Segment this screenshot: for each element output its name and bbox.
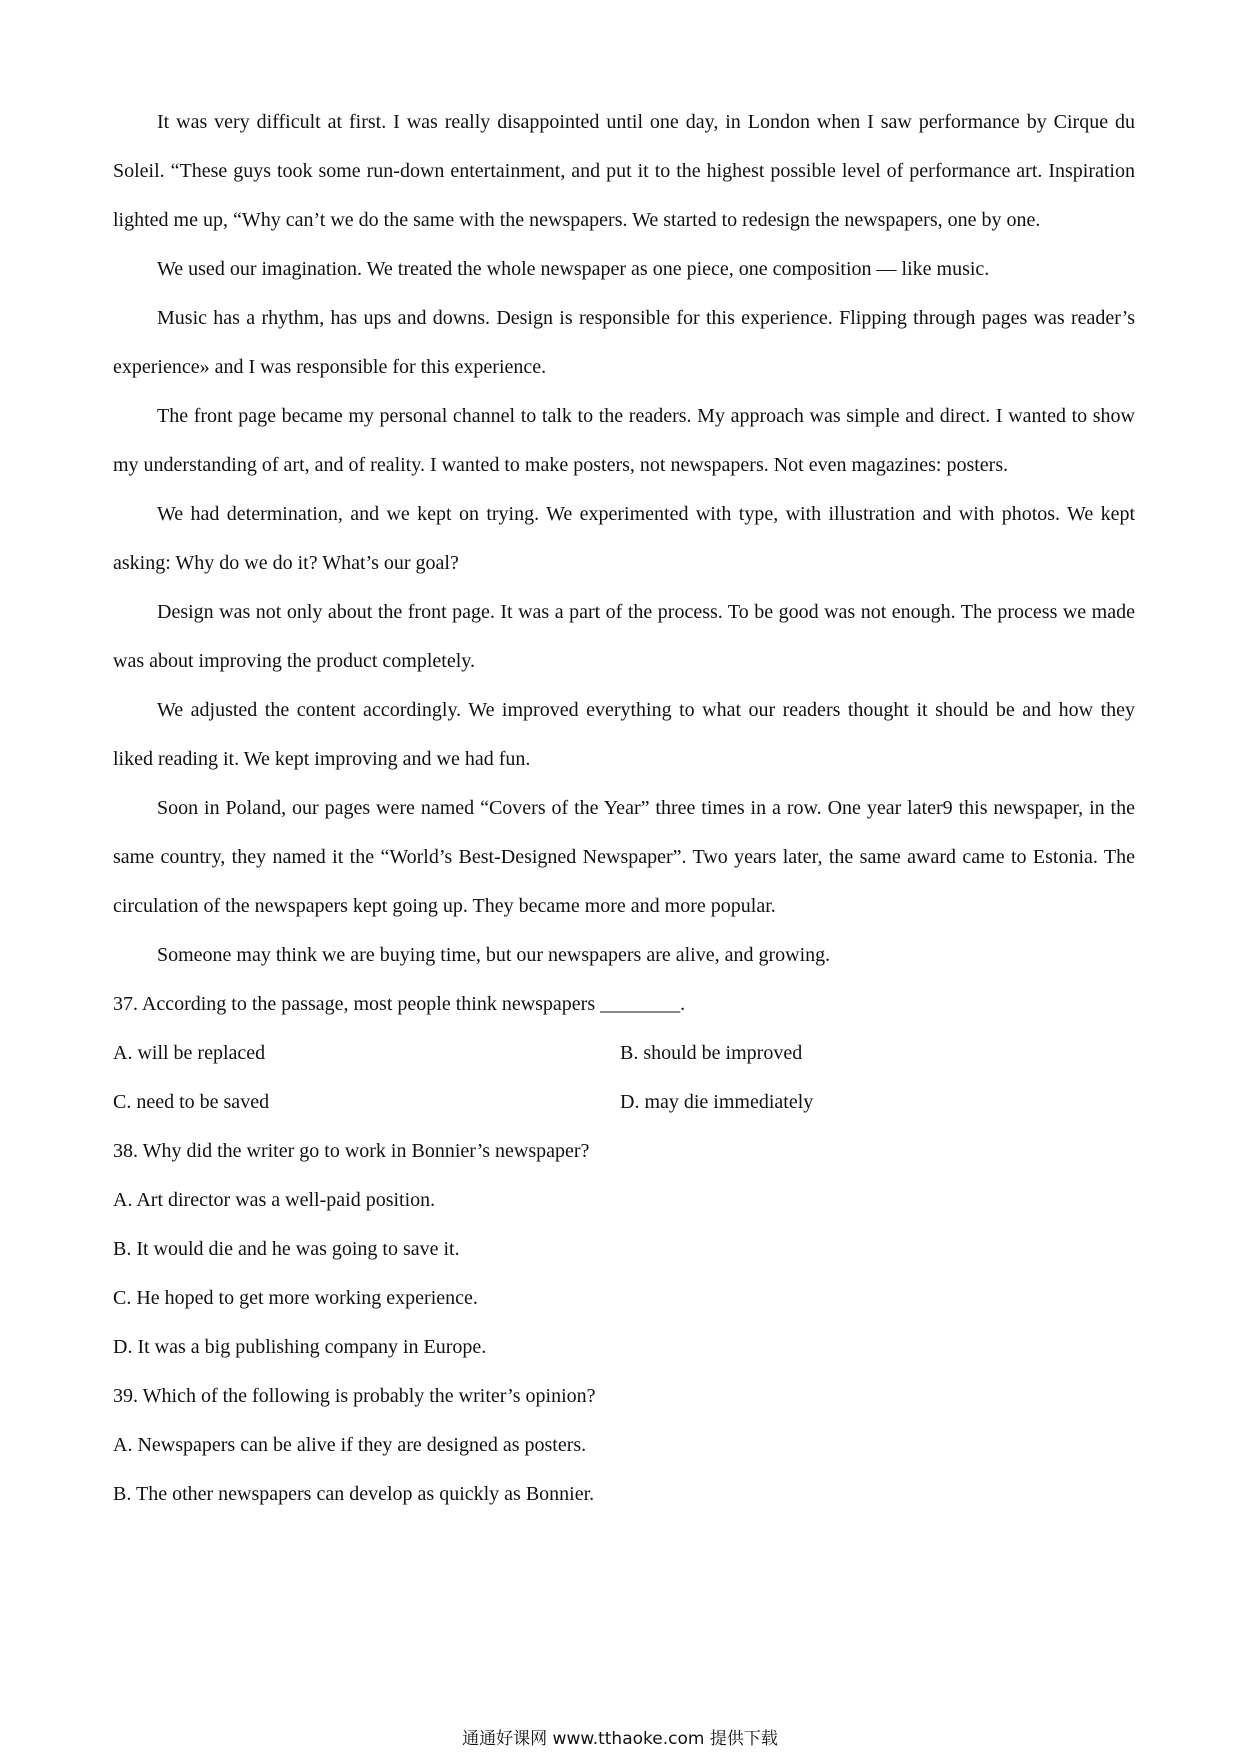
- passage-paragraph-1: It was very difficult at first. I was really disappointed until one day, in London when I saw performance by Cirque du Soleil. “These guys took some run-down entertainment, and put it to the highest possible level of performance art. Inspiration lighted me up, “Why can’t we do the same with the newspapers. We started to redesign the newspapers, one by one.: [113, 111, 1135, 231]
- question-39-option-a: A. Newspapers can be alive if they are designed as posters.: [113, 1434, 587, 1456]
- question-38-option-b: B. It would die and he was going to save it.: [113, 1238, 460, 1260]
- question-39-stem: 39. Which of the following is probably the writer’s opinion?: [113, 1385, 596, 1407]
- passage-paragraph-2: We used our imagination. We treated the whole newspaper as one piece, one composition — like music.: [157, 258, 990, 280]
- passage-paragraph-5: We had determination, and we kept on trying. We experimented with type, with illustration and with photos. We kept asking: Why do we do it? What’s our goal?: [113, 503, 1135, 574]
- question-37: [113, 980, 1135, 1127]
- question-37-option-b: B. should be improved: [620, 1042, 803, 1064]
- passage-paragraph-6: Design was not only about the front page. It was a part of the process. To be good was not enough. The process we made was about improving the product completely.: [113, 601, 1135, 672]
- question-37-option-c: C. need to be saved: [113, 1091, 270, 1113]
- question-38-option-a: A. Art director was a well-paid position.: [113, 1189, 436, 1211]
- passage-paragraph-9: Someone may think we are buying time, but our newspapers are alive, and growing.: [157, 944, 831, 966]
- passage-paragraph-4: The front page became my personal channel to talk to the readers. My approach was simple and direct. I wanted to show my understanding of art, and of reality. I wanted to make posters, not newspapers. Not even magazines: posters.: [113, 405, 1135, 476]
- question-38-option-c: C. He hoped to get more working experience.: [113, 1287, 478, 1309]
- passage-paragraph-7: We adjusted the content accordingly. We improved everything to what our readers thought it should be and how they liked reading it. We kept improving and we had fun.: [113, 699, 1135, 770]
- passage-paragraph-3: Music has a rhythm, has ups and downs. Design is responsible for this experience. Flipping through pages was reader’s experience» and I was responsible for this experience.: [113, 307, 1135, 378]
- question-37-options-row-2: [113, 1078, 1135, 1127]
- question-38-option-d: D. It was a big publishing company in Europe.: [113, 1336, 487, 1358]
- question-38: [113, 1127, 1135, 1372]
- page-footer: 通通好课网 www.tthaoke.com 提供下载: [462, 1729, 778, 1749]
- question-39-option-b: B. The other newspapers can develop as quickly as Bonnier.: [113, 1483, 595, 1505]
- question-37-option-d: D. may die immediately: [620, 1091, 814, 1113]
- passage-paragraph-8: Soon in Poland, our pages were named “Covers of the Year” three times in a row. One year later9 this newspaper, in the same country, they named it the “World’s Best-Designed Newspaper”. Two years later, the same award came to Estonia. The circulation of the newspapers kept going up. They became more and more popular.: [113, 797, 1135, 917]
- question-37-option-a: A. will be replaced: [113, 1042, 266, 1064]
- document-body: [113, 98, 1135, 1519]
- question-38-stem: 38. Why did the writer go to work in Bonnier’s newspaper?: [113, 1140, 590, 1162]
- question-37-stem: 37. According to the passage, most people think newspapers ________.: [113, 993, 686, 1015]
- question-37-options-row-1: [113, 1029, 1135, 1078]
- question-39: [113, 1372, 1135, 1519]
